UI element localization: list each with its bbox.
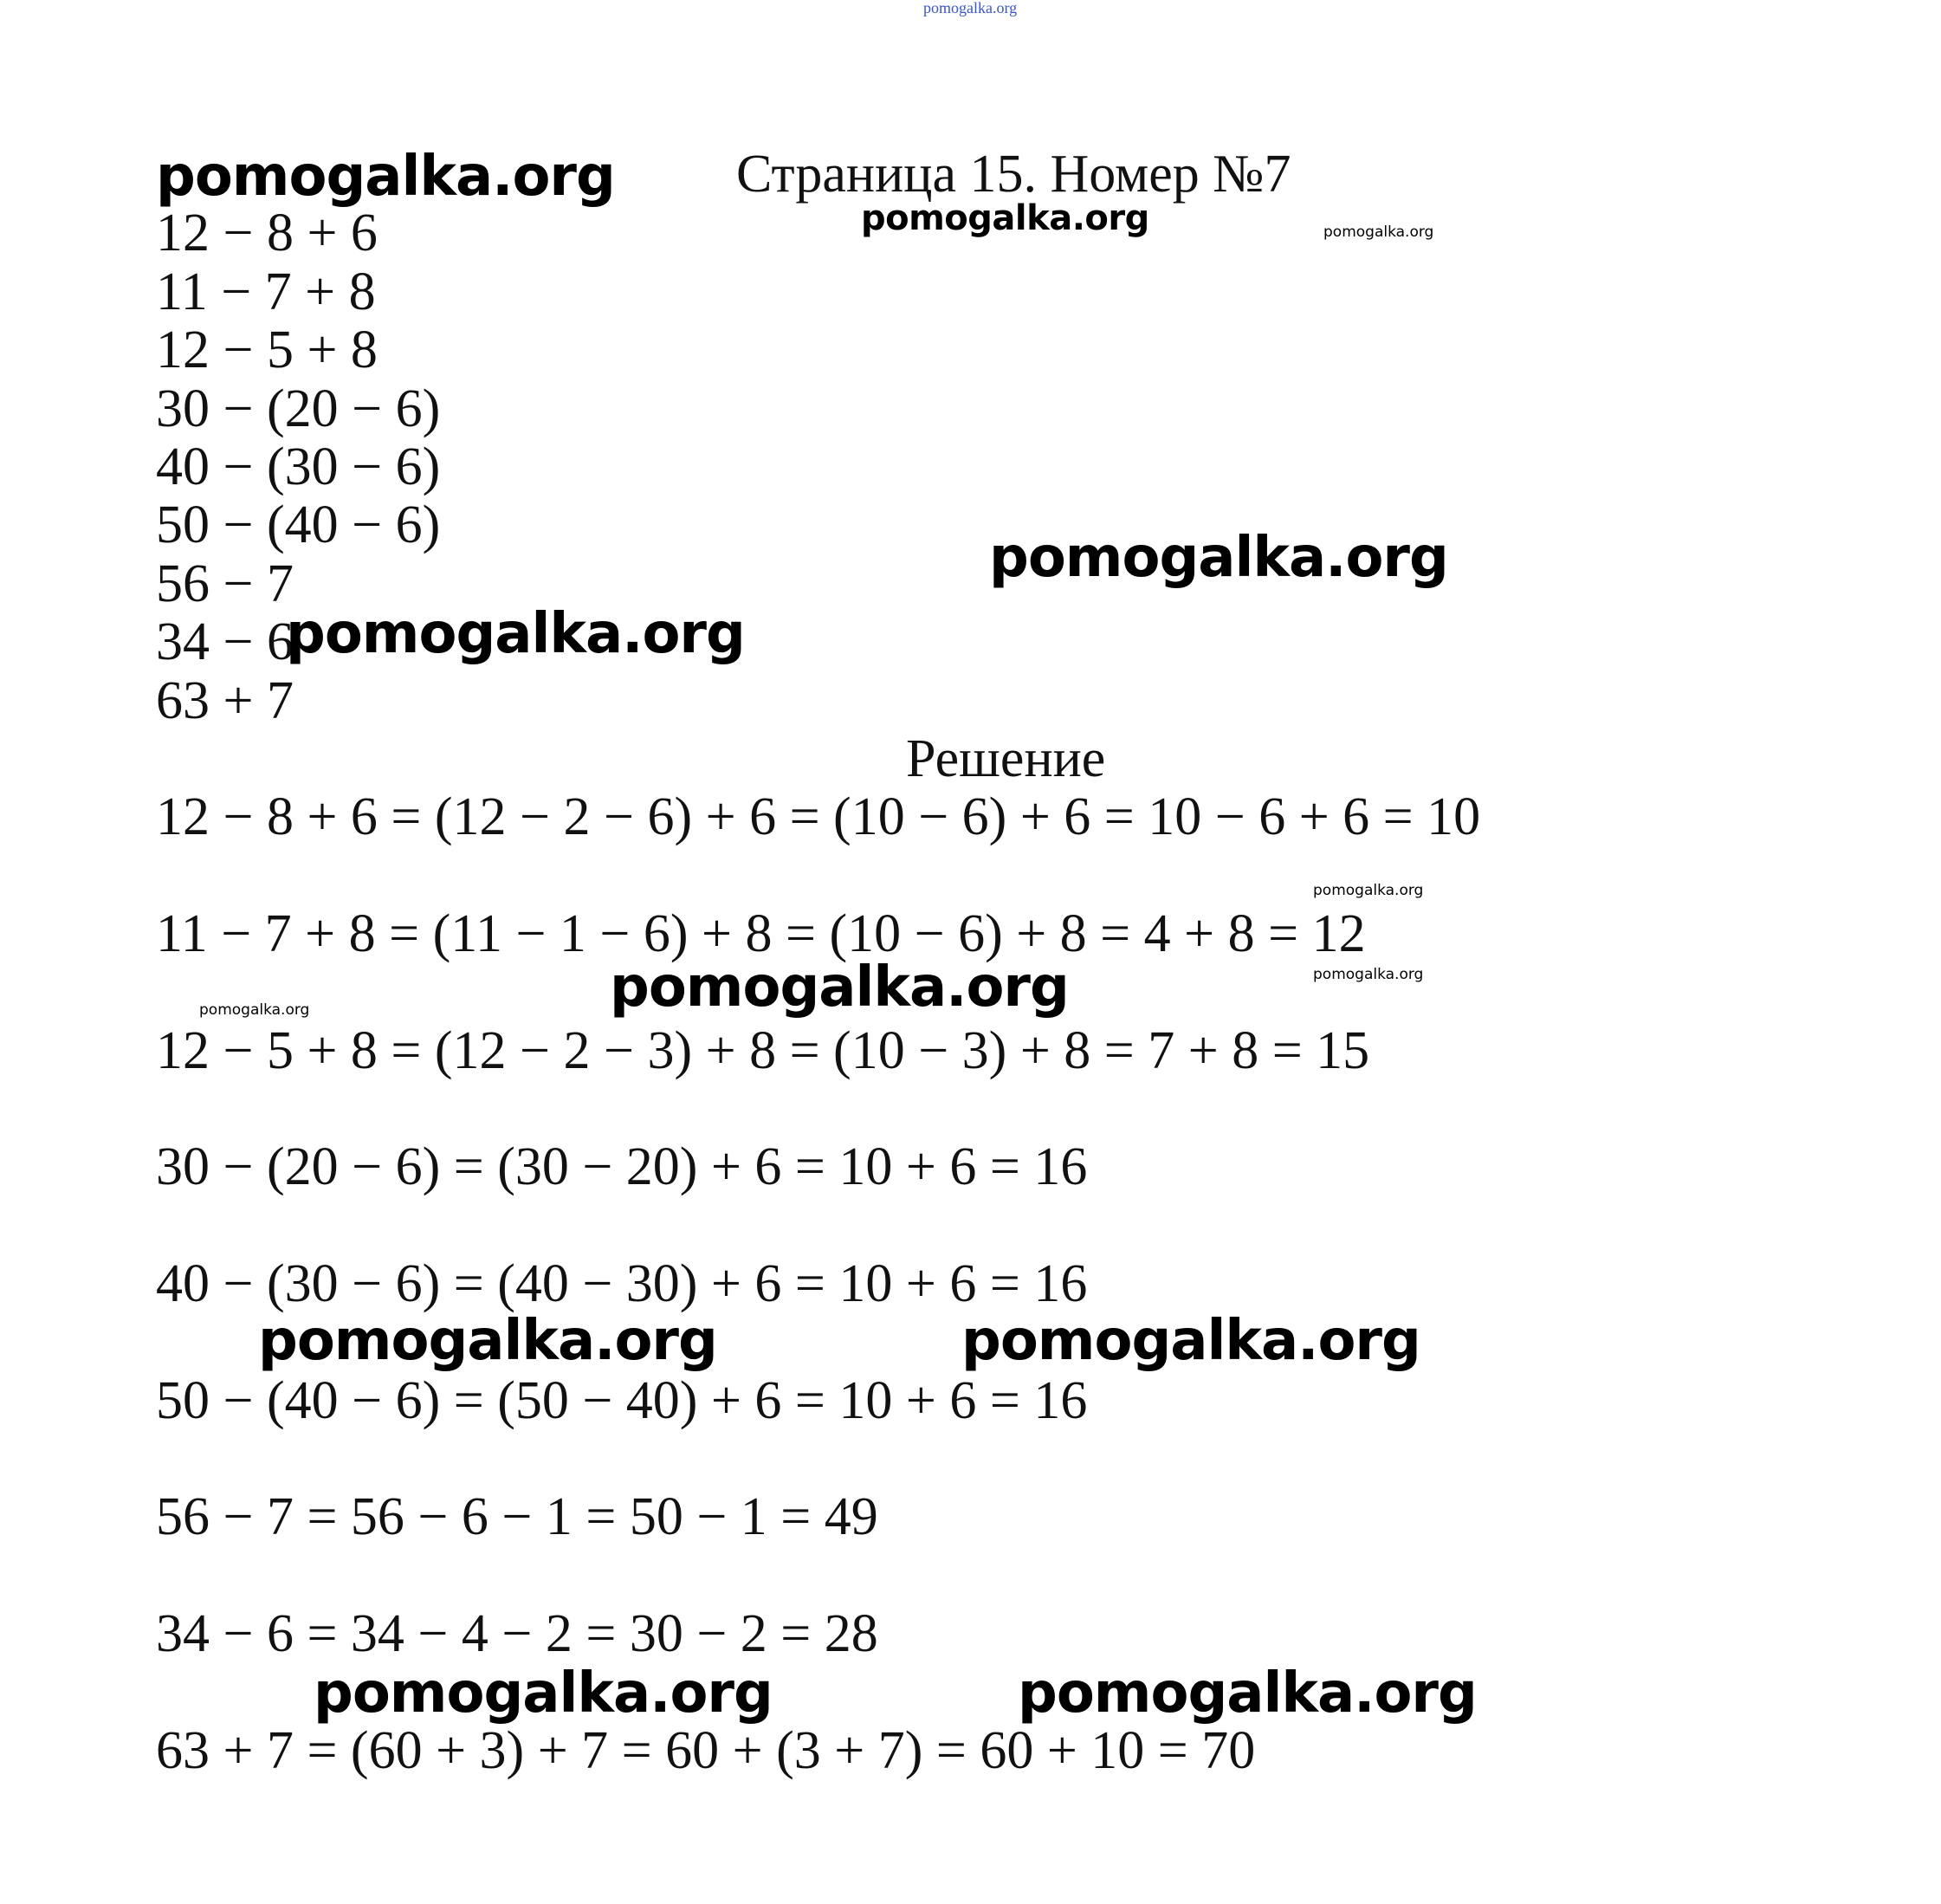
watermark: pomogalka.org (1323, 223, 1434, 241)
problem-item: 12 − 5 + 8 (156, 321, 378, 379)
problem-item: 11 − 7 + 8 (156, 262, 376, 321)
solution-line: 63 + 7 = (60 + 3) + 7 = 60 + (3 + 7) = 60 + 10 = 70 (156, 1721, 1256, 1780)
watermark: pomogalka.org (961, 1309, 1420, 1373)
solution-line: 56 − 7 = 56 − 6 − 1 = 50 − 1 = 49 (156, 1487, 878, 1546)
solution-line: 30 − (20 − 6) = (30 − 20) + 6 = 10 + 6 = 16 (156, 1137, 1088, 1196)
watermark: pomogalka.org (1313, 966, 1424, 983)
top-watermark-link[interactable]: pomogalka.org (923, 0, 1018, 16)
solution-line: 40 − (30 − 6) = (40 − 30) + 6 = 10 + 6 = 16 (156, 1254, 1088, 1313)
watermark: pomogalka.org (199, 1001, 310, 1019)
problem-item: 30 − (20 − 6) (156, 379, 441, 438)
solution-line: 12 − 5 + 8 = (12 − 2 − 3) + 8 = (10 − 3) + 8 = 7 + 8 = 15 (156, 1021, 1370, 1080)
watermark: pomogalka.org (861, 198, 1149, 238)
solution-heading: Решение (906, 729, 1106, 788)
solution-line: 34 − 6 = 34 − 4 − 2 = 30 − 2 = 28 (156, 1604, 878, 1663)
problem-item: 34 − 6 (156, 612, 294, 671)
solution-line: 50 − (40 − 6) = (50 − 40) + 6 = 10 + 6 = 16 (156, 1371, 1088, 1430)
watermark: pomogalka.org (258, 1309, 717, 1373)
watermark: pomogalka.org (1018, 1661, 1477, 1726)
problem-item: 12 − 8 + 6 (156, 204, 378, 262)
problem-item: 40 − (30 − 6) (156, 437, 441, 496)
watermark: pomogalka.org (1313, 882, 1424, 899)
problem-item: 50 − (40 − 6) (156, 495, 441, 554)
watermark: pomogalka.org (286, 602, 745, 666)
watermark: pomogalka.org (989, 526, 1448, 590)
watermark: pomogalka.org (156, 145, 615, 209)
watermark: pomogalka.org (610, 955, 1069, 1020)
problem-item: 63 + 7 (156, 671, 294, 730)
solution-line: 11 − 7 + 8 = (11 − 1 − 6) + 8 = (10 − 6) + 8 = 4 + 8 = 12 (156, 904, 1366, 963)
page-title: Страница 15. Номер №7 (736, 145, 1291, 204)
watermark: pomogalka.org (314, 1661, 773, 1726)
problem-item: 56 − 7 (156, 554, 294, 613)
solution-line: 12 − 8 + 6 = (12 − 2 − 6) + 6 = (10 − 6) + 6 = 10 − 6 + 6 = 10 (156, 787, 1481, 846)
